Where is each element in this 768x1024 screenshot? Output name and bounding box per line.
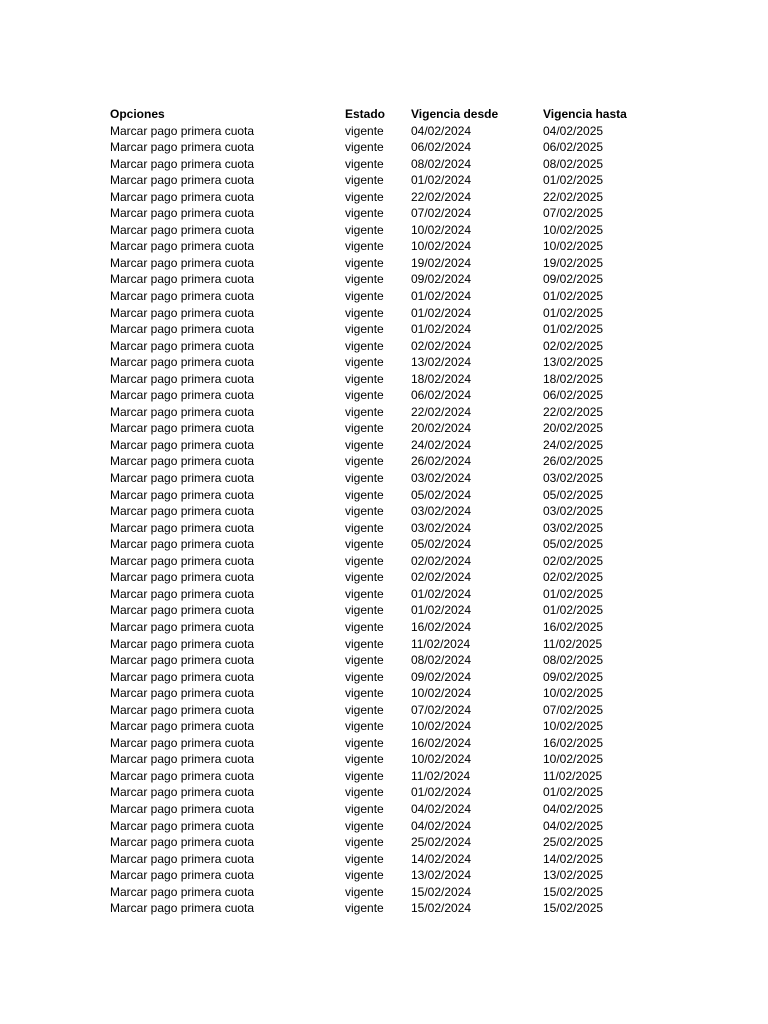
cell-opciones: Marcar pago primera cuota — [110, 421, 255, 436]
cell-vigencia-desde: 02/02/2024 — [411, 570, 472, 585]
cell-estado: vigente — [345, 735, 384, 750]
cell-vigencia-hasta: 03/02/2025 — [543, 520, 604, 535]
cell-vigencia-hasta: 08/02/2025 — [543, 653, 604, 668]
cell-estado: vigente — [345, 206, 384, 221]
table-header-row — [110, 106, 670, 123]
cell-opciones: Marcar pago primera cuota — [110, 653, 255, 668]
cell-vigencia-hasta: 01/02/2025 — [543, 173, 604, 188]
cell-opciones: Marcar pago primera cuota — [110, 355, 255, 370]
cell-vigencia-desde: 11/02/2024 — [411, 768, 471, 783]
cell-opciones: Marcar pago primera cuota — [110, 305, 255, 320]
cell-opciones: Marcar pago primera cuota — [110, 686, 255, 701]
cell-vigencia-desde: 19/02/2024 — [411, 255, 472, 270]
spreadsheet-table — [110, 106, 670, 917]
cell-vigencia-desde: 15/02/2024 — [411, 901, 472, 916]
cell-opciones: Marcar pago primera cuota — [110, 255, 255, 270]
table-row — [110, 222, 670, 239]
cell-estado: vigente — [345, 719, 384, 734]
cell-vigencia-desde: 06/02/2024 — [411, 388, 472, 403]
cell-vigencia-desde: 04/02/2024 — [411, 123, 472, 138]
cell-opciones: Marcar pago primera cuota — [110, 487, 255, 502]
cell-estado: vigente — [345, 404, 384, 419]
table-row — [110, 139, 670, 156]
cell-opciones: Marcar pago primera cuota — [110, 702, 255, 717]
cell-estado: vigente — [345, 504, 384, 519]
cell-opciones: Marcar pago primera cuota — [110, 520, 255, 535]
cell-vigencia-desde: 13/02/2024 — [411, 868, 472, 883]
cell-estado: vigente — [345, 520, 384, 535]
cell-estado: vigente — [345, 487, 384, 502]
cell-estado: vigente — [345, 801, 384, 816]
cell-vigencia-hasta: 10/02/2025 — [543, 752, 604, 767]
table-row — [110, 156, 670, 173]
table-row — [110, 851, 670, 868]
cell-vigencia-hasta: 11/02/2025 — [543, 636, 603, 651]
cell-vigencia-hasta: 06/02/2025 — [543, 388, 604, 403]
cell-vigencia-desde: 03/02/2024 — [411, 504, 472, 519]
cell-vigencia-desde: 01/02/2024 — [411, 305, 472, 320]
table-row — [110, 437, 670, 454]
cell-vigencia-desde: 25/02/2024 — [411, 835, 472, 850]
cell-estado: vigente — [345, 686, 384, 701]
cell-vigencia-desde: 02/02/2024 — [411, 338, 472, 353]
cell-vigencia-hasta: 01/02/2025 — [543, 586, 604, 601]
cell-opciones: Marcar pago primera cuota — [110, 322, 255, 337]
cell-vigencia-hasta: 01/02/2025 — [543, 322, 604, 337]
cell-vigencia-desde: 03/02/2024 — [411, 471, 472, 486]
cell-vigencia-desde: 01/02/2024 — [411, 603, 472, 618]
cell-vigencia-hasta: 08/02/2025 — [543, 156, 604, 171]
cell-vigencia-desde: 26/02/2024 — [411, 454, 472, 469]
cell-estado: vigente — [345, 173, 384, 188]
cell-vigencia-desde: 04/02/2024 — [411, 818, 472, 833]
cell-vigencia-desde: 10/02/2024 — [411, 686, 472, 701]
cell-estado: vigente — [345, 305, 384, 320]
cell-vigencia-desde: 18/02/2024 — [411, 371, 472, 386]
cell-estado: vigente — [345, 471, 384, 486]
cell-vigencia-desde: 04/02/2024 — [411, 801, 472, 816]
table-row — [110, 520, 670, 537]
cell-vigencia-hasta: 15/02/2025 — [543, 901, 604, 916]
cell-estado: vigente — [345, 255, 384, 270]
header-vigencia-desde: Vigencia desde — [411, 107, 499, 121]
cell-vigencia-hasta: 05/02/2025 — [543, 537, 604, 552]
cell-vigencia-desde: 01/02/2024 — [411, 322, 472, 337]
table-row — [110, 867, 670, 884]
cell-vigencia-hasta: 03/02/2025 — [543, 471, 604, 486]
cell-opciones: Marcar pago primera cuota — [110, 272, 255, 287]
cell-vigencia-hasta: 11/02/2025 — [543, 768, 603, 783]
cell-opciones: Marcar pago primera cuota — [110, 586, 255, 601]
cell-vigencia-desde: 15/02/2024 — [411, 884, 472, 899]
table-row — [110, 470, 670, 487]
cell-vigencia-hasta: 25/02/2025 — [543, 835, 604, 850]
cell-vigencia-hasta: 14/02/2025 — [543, 851, 604, 866]
table-row — [110, 536, 670, 553]
table-row — [110, 884, 670, 901]
table-row — [110, 453, 670, 470]
table-row — [110, 189, 670, 206]
cell-vigencia-desde: 01/02/2024 — [411, 289, 472, 304]
table-row — [110, 834, 670, 851]
cell-estado: vigente — [345, 752, 384, 767]
cell-opciones: Marcar pago primera cuota — [110, 289, 255, 304]
cell-opciones: Marcar pago primera cuota — [110, 735, 255, 750]
cell-opciones: Marcar pago primera cuota — [110, 851, 255, 866]
cell-vigencia-desde: 09/02/2024 — [411, 669, 472, 684]
cell-opciones: Marcar pago primera cuota — [110, 173, 255, 188]
table-row — [110, 751, 670, 768]
table-body — [110, 123, 670, 917]
cell-vigencia-hasta: 20/02/2025 — [543, 421, 604, 436]
cell-opciones: Marcar pago primera cuota — [110, 884, 255, 899]
cell-opciones: Marcar pago primera cuota — [110, 636, 255, 651]
cell-vigencia-desde: 05/02/2024 — [411, 487, 472, 502]
table-row — [110, 354, 670, 371]
cell-vigencia-hasta: 07/02/2025 — [543, 206, 604, 221]
cell-estado: vigente — [345, 603, 384, 618]
cell-vigencia-desde: 14/02/2024 — [411, 851, 472, 866]
cell-vigencia-hasta: 04/02/2025 — [543, 123, 604, 138]
cell-opciones: Marcar pago primera cuota — [110, 140, 255, 155]
cell-estado: vigente — [345, 421, 384, 436]
cell-estado: vigente — [345, 818, 384, 833]
table-row — [110, 371, 670, 388]
cell-estado: vigente — [345, 289, 384, 304]
table-row — [110, 387, 670, 404]
cell-opciones: Marcar pago primera cuota — [110, 123, 255, 138]
cell-opciones: Marcar pago primera cuota — [110, 768, 255, 783]
cell-vigencia-hasta: 02/02/2025 — [543, 570, 604, 585]
cell-estado: vigente — [345, 619, 384, 634]
cell-vigencia-desde: 01/02/2024 — [411, 173, 472, 188]
cell-opciones: Marcar pago primera cuota — [110, 338, 255, 353]
cell-estado: vigente — [345, 355, 384, 370]
cell-vigencia-hasta: 09/02/2025 — [543, 669, 604, 684]
cell-opciones: Marcar pago primera cuota — [110, 669, 255, 684]
cell-estado: vigente — [345, 586, 384, 601]
cell-opciones: Marcar pago primera cuota — [110, 603, 255, 618]
cell-opciones: Marcar pago primera cuota — [110, 404, 255, 419]
table-row — [110, 321, 670, 338]
table-row — [110, 271, 670, 288]
cell-vigencia-hasta: 13/02/2025 — [543, 868, 604, 883]
cell-vigencia-hasta: 16/02/2025 — [543, 735, 604, 750]
cell-vigencia-desde: 08/02/2024 — [411, 156, 472, 171]
cell-opciones: Marcar pago primera cuota — [110, 206, 255, 221]
cell-vigencia-hasta: 04/02/2025 — [543, 801, 604, 816]
table-row — [110, 801, 670, 818]
cell-estado: vigente — [345, 570, 384, 585]
table-row — [110, 503, 670, 520]
cell-vigencia-hasta: 01/02/2025 — [543, 289, 604, 304]
table-row — [110, 487, 670, 504]
cell-vigencia-hasta: 16/02/2025 — [543, 619, 604, 634]
header-estado: Estado — [345, 107, 386, 121]
cell-opciones: Marcar pago primera cuota — [110, 388, 255, 403]
cell-vigencia-desde: 07/02/2024 — [411, 206, 472, 221]
cell-vigencia-hasta: 24/02/2025 — [543, 437, 604, 452]
table-row — [110, 652, 670, 669]
table-row — [110, 586, 670, 603]
cell-estado: vigente — [345, 768, 384, 783]
cell-vigencia-hasta: 02/02/2025 — [543, 553, 604, 568]
cell-opciones: Marcar pago primera cuota — [110, 156, 255, 171]
cell-opciones: Marcar pago primera cuota — [110, 818, 255, 833]
cell-estado: vigente — [345, 140, 384, 155]
table-row — [110, 818, 670, 835]
cell-vigencia-desde: 10/02/2024 — [411, 752, 472, 767]
cell-vigencia-hasta: 13/02/2025 — [543, 355, 604, 370]
cell-estado: vigente — [345, 636, 384, 651]
cell-vigencia-desde: 22/02/2024 — [411, 189, 472, 204]
cell-estado: vigente — [345, 189, 384, 204]
table-row — [110, 205, 670, 222]
cell-opciones: Marcar pago primera cuota — [110, 801, 255, 816]
header-opciones: Opciones — [110, 107, 165, 121]
cell-estado: vigente — [345, 835, 384, 850]
table-row — [110, 288, 670, 305]
table-row — [110, 238, 670, 255]
cell-opciones: Marcar pago primera cuota — [110, 835, 255, 850]
cell-estado: vigente — [345, 437, 384, 452]
cell-vigencia-hasta: 18/02/2025 — [543, 371, 604, 386]
table-row — [110, 404, 670, 421]
cell-opciones: Marcar pago primera cuota — [110, 222, 255, 237]
cell-estado: vigente — [345, 156, 384, 171]
cell-vigencia-desde: 02/02/2024 — [411, 553, 472, 568]
table-row — [110, 636, 670, 653]
table-row — [110, 735, 670, 752]
cell-vigencia-desde: 13/02/2024 — [411, 355, 472, 370]
cell-vigencia-desde: 05/02/2024 — [411, 537, 472, 552]
cell-estado: vigente — [345, 702, 384, 717]
cell-vigencia-hasta: 02/02/2025 — [543, 338, 604, 353]
cell-vigencia-desde: 09/02/2024 — [411, 272, 472, 287]
cell-opciones: Marcar pago primera cuota — [110, 239, 255, 254]
cell-vigencia-hasta: 10/02/2025 — [543, 222, 604, 237]
cell-opciones: Marcar pago primera cuota — [110, 785, 255, 800]
cell-estado: vigente — [345, 851, 384, 866]
table-row — [110, 784, 670, 801]
cell-estado: vigente — [345, 239, 384, 254]
cell-vigencia-desde: 16/02/2024 — [411, 735, 472, 750]
cell-vigencia-hasta: 22/02/2025 — [543, 404, 604, 419]
table-row — [110, 900, 670, 917]
table-row — [110, 123, 670, 140]
cell-vigencia-desde: 01/02/2024 — [411, 785, 472, 800]
cell-vigencia-hasta: 03/02/2025 — [543, 504, 604, 519]
cell-estado: vigente — [345, 901, 384, 916]
cell-estado: vigente — [345, 388, 384, 403]
cell-estado: vigente — [345, 553, 384, 568]
cell-vigencia-hasta: 01/02/2025 — [543, 305, 604, 320]
cell-estado: vigente — [345, 669, 384, 684]
cell-vigencia-hasta: 09/02/2025 — [543, 272, 604, 287]
cell-opciones: Marcar pago primera cuota — [110, 471, 255, 486]
cell-vigencia-desde: 10/02/2024 — [411, 222, 472, 237]
table-row — [110, 172, 670, 189]
cell-estado: vigente — [345, 868, 384, 883]
cell-vigencia-hasta: 04/02/2025 — [543, 818, 604, 833]
cell-vigencia-hasta: 22/02/2025 — [543, 189, 604, 204]
table-row — [110, 553, 670, 570]
table-row — [110, 702, 670, 719]
cell-vigencia-hasta: 10/02/2025 — [543, 686, 604, 701]
cell-vigencia-hasta: 07/02/2025 — [543, 702, 604, 717]
cell-opciones: Marcar pago primera cuota — [110, 570, 255, 585]
cell-opciones: Marcar pago primera cuota — [110, 437, 255, 452]
cell-vigencia-desde: 07/02/2024 — [411, 702, 472, 717]
cell-opciones: Marcar pago primera cuota — [110, 868, 255, 883]
cell-vigencia-hasta: 01/02/2025 — [543, 603, 604, 618]
cell-opciones: Marcar pago primera cuota — [110, 619, 255, 634]
table-row — [110, 305, 670, 322]
cell-vigencia-desde: 01/02/2024 — [411, 586, 472, 601]
cell-estado: vigente — [345, 785, 384, 800]
cell-vigencia-desde: 20/02/2024 — [411, 421, 472, 436]
cell-vigencia-desde: 24/02/2024 — [411, 437, 472, 452]
cell-estado: vigente — [345, 338, 384, 353]
cell-vigencia-hasta: 05/02/2025 — [543, 487, 604, 502]
table-row — [110, 420, 670, 437]
table-row — [110, 338, 670, 355]
table-row — [110, 685, 670, 702]
cell-opciones: Marcar pago primera cuota — [110, 901, 255, 916]
table-row — [110, 718, 670, 735]
cell-estado: vigente — [345, 371, 384, 386]
cell-vigencia-desde: 03/02/2024 — [411, 520, 472, 535]
cell-vigencia-hasta: 26/02/2025 — [543, 454, 604, 469]
cell-estado: vigente — [345, 222, 384, 237]
cell-opciones: Marcar pago primera cuota — [110, 504, 255, 519]
cell-vigencia-desde: 08/02/2024 — [411, 653, 472, 668]
cell-opciones: Marcar pago primera cuota — [110, 719, 255, 734]
cell-vigencia-desde: 11/02/2024 — [411, 636, 471, 651]
cell-vigencia-hasta: 15/02/2025 — [543, 884, 604, 899]
cell-vigencia-hasta: 10/02/2025 — [543, 239, 604, 254]
header-vigencia-hasta: Vigencia hasta — [543, 107, 627, 121]
cell-opciones: Marcar pago primera cuota — [110, 189, 255, 204]
cell-vigencia-hasta: 10/02/2025 — [543, 719, 604, 734]
cell-vigencia-hasta: 19/02/2025 — [543, 255, 604, 270]
cell-vigencia-desde: 10/02/2024 — [411, 719, 472, 734]
cell-vigencia-desde: 06/02/2024 — [411, 140, 472, 155]
cell-opciones: Marcar pago primera cuota — [110, 752, 255, 767]
table-row — [110, 602, 670, 619]
cell-opciones: Marcar pago primera cuota — [110, 371, 255, 386]
cell-estado: vigente — [345, 653, 384, 668]
cell-vigencia-desde: 16/02/2024 — [411, 619, 472, 634]
cell-estado: vigente — [345, 123, 384, 138]
cell-estado: vigente — [345, 884, 384, 899]
table-row — [110, 768, 670, 785]
table-row — [110, 669, 670, 686]
table-row — [110, 569, 670, 586]
cell-vigencia-hasta: 01/02/2025 — [543, 785, 604, 800]
cell-vigencia-hasta: 06/02/2025 — [543, 140, 604, 155]
table-row — [110, 255, 670, 272]
cell-opciones: Marcar pago primera cuota — [110, 454, 255, 469]
cell-estado: vigente — [345, 454, 384, 469]
cell-estado: vigente — [345, 537, 384, 552]
cell-opciones: Marcar pago primera cuota — [110, 537, 255, 552]
cell-opciones: Marcar pago primera cuota — [110, 553, 255, 568]
cell-estado: vigente — [345, 322, 384, 337]
cell-vigencia-desde: 10/02/2024 — [411, 239, 472, 254]
cell-vigencia-desde: 22/02/2024 — [411, 404, 472, 419]
cell-estado: vigente — [345, 272, 384, 287]
table-row — [110, 619, 670, 636]
